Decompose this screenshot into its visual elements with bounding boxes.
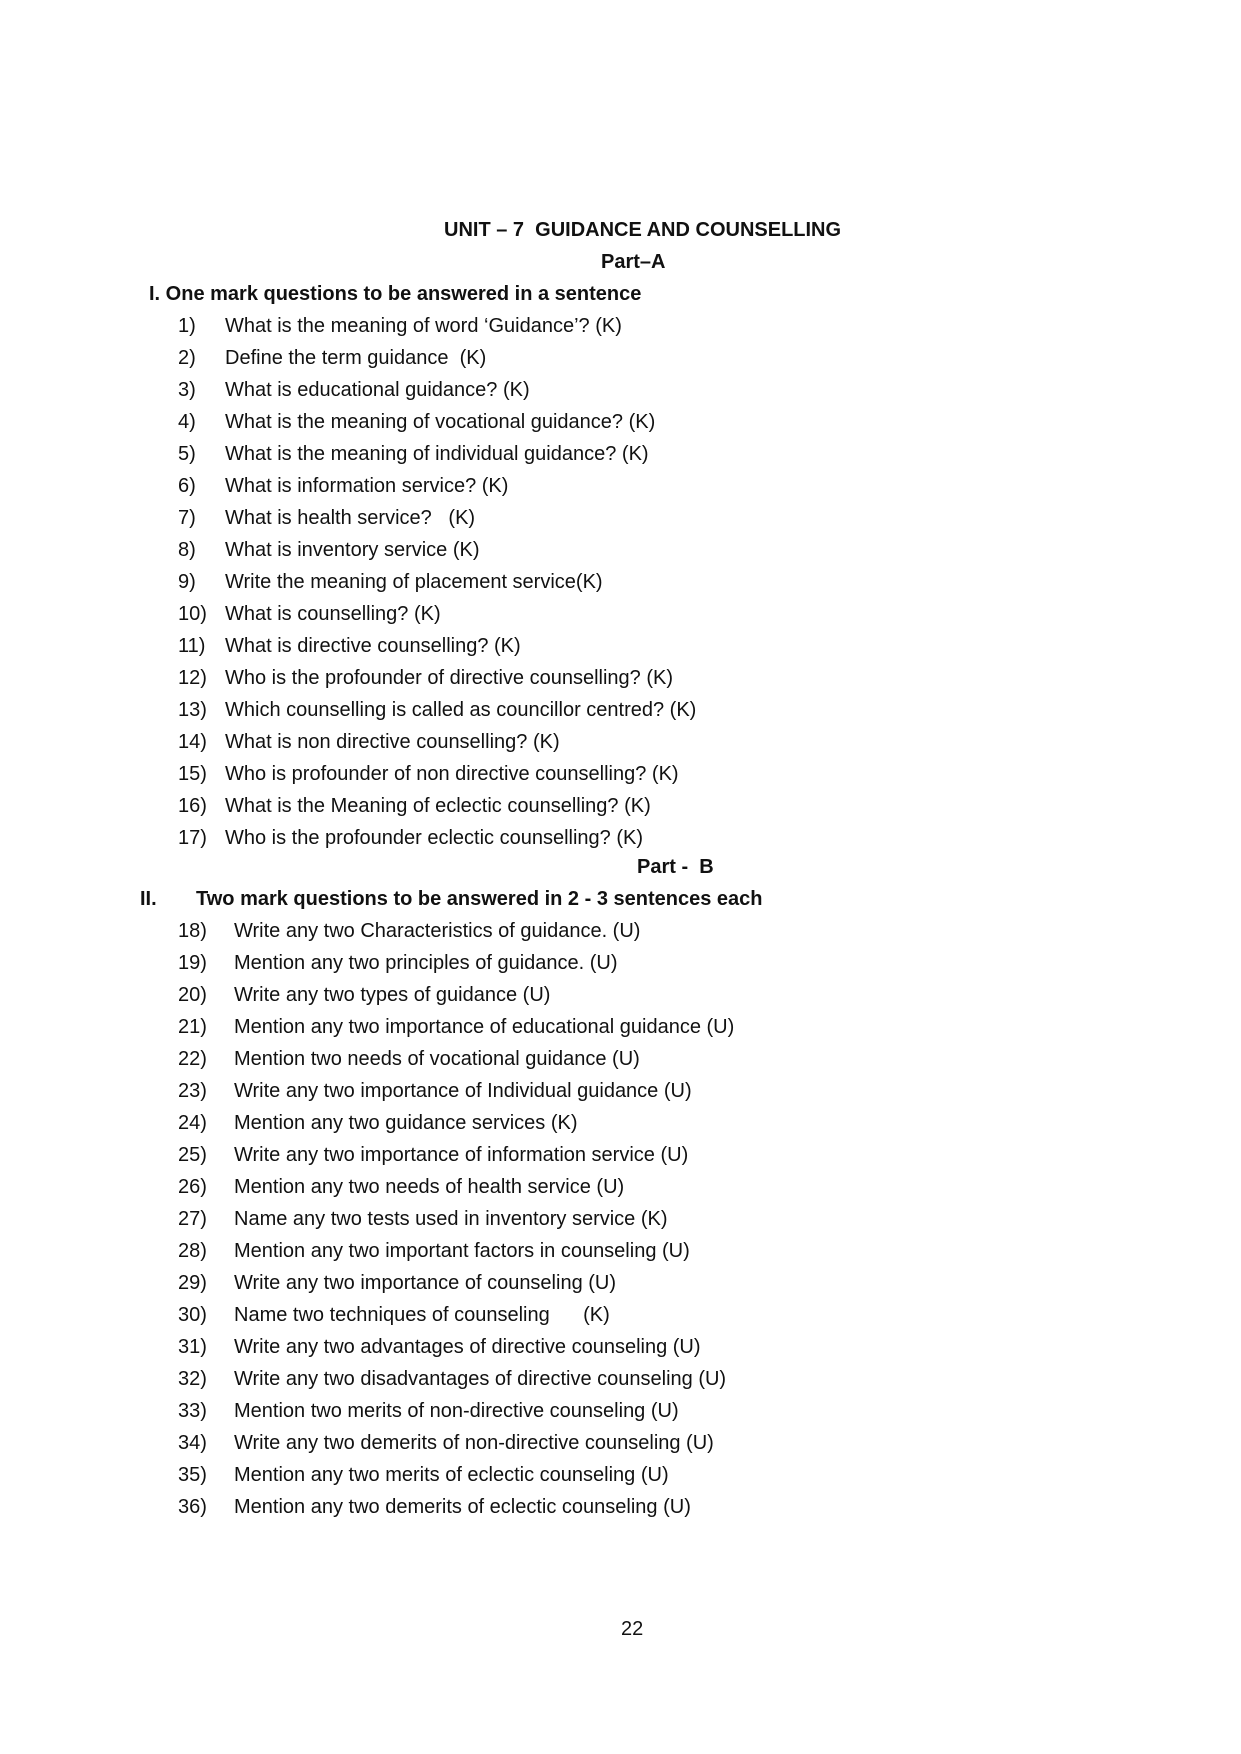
question-text: What is health service? (K) [225,507,476,529]
question-number: 13) [178,699,207,721]
list-item [0,1171,1241,1203]
list-item [0,726,1241,758]
question-number: 22) [178,1048,207,1070]
question-text: Who is the profounder of directive counselling? (K) [225,667,674,689]
question-text: Mention two needs of vocational guidance (U) [234,1048,640,1070]
question-number: 29) [178,1272,207,1294]
question-text: Name any two tests used in inventory service (K) [234,1208,668,1230]
list-item [0,310,1241,342]
question-number: 28) [178,1240,207,1262]
question-text: What is directive counselling? (K) [225,635,521,657]
list-item [0,1395,1241,1427]
question-number: 3) [178,379,196,401]
question-number: 5) [178,443,196,465]
question-text: Write any two advantages of directive counseling (U) [234,1336,701,1358]
question-text: What is non directive counselling? (K) [225,731,560,753]
list-item [0,342,1241,374]
question-text: What is counselling? (K) [225,603,441,625]
list-item [0,566,1241,598]
question-text: Mention any two needs of health service (U) [234,1176,625,1198]
list-item [0,1043,1241,1075]
question-text: What is educational guidance? (K) [225,379,530,401]
question-text: Which counselling is called as councillor centred? (K) [225,699,697,721]
list-item [0,438,1241,470]
question-number: 30) [178,1304,207,1326]
question-text: Mention any two important factors in counseling (U) [234,1240,690,1262]
list-item [0,758,1241,790]
list-item [0,1139,1241,1171]
question-text: What is the meaning of word ‘Guidance’? (K) [225,315,622,337]
question-number: 12) [178,667,207,689]
list-item [0,470,1241,502]
question-number: 20) [178,984,207,1006]
question-number: 24) [178,1112,207,1134]
list-item [0,534,1241,566]
question-text: Define the term guidance (K) [225,347,487,369]
list-item [0,1075,1241,1107]
question-text: Name two techniques of counseling (K) [234,1304,610,1326]
question-text: Write any two types of guidance (U) [234,984,551,1006]
list-item [0,1491,1241,1523]
unit-title: UNIT – 7 GUIDANCE AND COUNSELLING [444,219,842,241]
list-item [0,1427,1241,1459]
question-number: 15) [178,763,207,785]
question-number: 18) [178,920,207,942]
question-number: 10) [178,603,207,625]
list-item [0,915,1241,947]
question-text: What is the Meaning of eclectic counselling? (K) [225,795,651,817]
list-item [0,822,1241,854]
question-text: Mention any two merits of eclectic counseling (U) [234,1464,669,1486]
question-text: Mention any two principles of guidance. (U) [234,952,618,974]
question-text: Who is the profounder eclectic counselling? (K) [225,827,643,849]
list-item [0,374,1241,406]
question-number: 36) [178,1496,207,1518]
question-text: Write any two importance of Individual guidance (U) [234,1080,692,1102]
question-number: 35) [178,1464,207,1486]
question-number: 8) [178,539,196,561]
part-b-section-label: Two mark questions to be answered in 2 - 3 sentences each [196,888,763,910]
question-text: Write any two demerits of non-directive counseling (U) [234,1432,714,1454]
list-item [0,790,1241,822]
list-item [0,1459,1241,1491]
question-text: Who is profounder of non directive counselling? (K) [225,763,679,785]
question-number: 21) [178,1016,207,1038]
list-item [0,1363,1241,1395]
question-number: 26) [178,1176,207,1198]
list-item [0,502,1241,534]
question-number: 6) [178,475,196,497]
question-number: 23) [178,1080,207,1102]
list-item [0,406,1241,438]
question-number: 1) [178,315,196,337]
question-number: 7) [178,507,196,529]
question-text: Mention any two importance of educational guidance (U) [234,1016,735,1038]
part-b-heading: Part - B [637,856,714,878]
part-b-section-numeral: II. [140,888,157,910]
list-item [0,1203,1241,1235]
page-number: 22 [621,1618,644,1640]
list-item [0,1011,1241,1043]
list-item [0,694,1241,726]
question-text: What is inventory service (K) [225,539,480,561]
question-text: Write any two importance of counseling (U) [234,1272,617,1294]
question-text: Mention any two guidance services (K) [234,1112,578,1134]
question-number: 11) [178,635,206,657]
question-number: 2) [178,347,196,369]
list-item [0,630,1241,662]
question-text: Write any two disadvantages of directive counseling (U) [234,1368,727,1390]
question-number: 9) [178,571,196,593]
question-text: Write any two importance of information service (U) [234,1144,689,1166]
list-item [0,1107,1241,1139]
question-number: 33) [178,1400,207,1422]
question-text: Mention any two demerits of eclectic counseling (U) [234,1496,691,1518]
question-number: 25) [178,1144,207,1166]
question-number: 27) [178,1208,207,1230]
question-text: What is the meaning of individual guidance? (K) [225,443,649,465]
question-number: 14) [178,731,207,753]
list-item [0,598,1241,630]
question-number: 34) [178,1432,207,1454]
list-item [0,947,1241,979]
question-number: 19) [178,952,207,974]
question-text: Write the meaning of placement service(K) [225,571,603,593]
list-item [0,979,1241,1011]
list-item [0,1235,1241,1267]
list-item [0,662,1241,694]
question-number: 31) [178,1336,207,1358]
question-number: 32) [178,1368,207,1390]
question-text: What is information service? (K) [225,475,509,497]
question-number: 16) [178,795,207,817]
question-text: Mention two merits of non-directive counseling (U) [234,1400,679,1422]
list-item [0,1299,1241,1331]
question-number: 4) [178,411,196,433]
part-a-section-label: I. One mark questions to be answered in a sentence [149,283,642,305]
question-text: Write any two Characteristics of guidance. (U) [234,920,641,942]
part-a-heading: Part–A [601,251,666,273]
list-item [0,1267,1241,1299]
list-item [0,1331,1241,1363]
question-text: What is the meaning of vocational guidance? (K) [225,411,656,433]
question-number: 17) [178,827,207,849]
